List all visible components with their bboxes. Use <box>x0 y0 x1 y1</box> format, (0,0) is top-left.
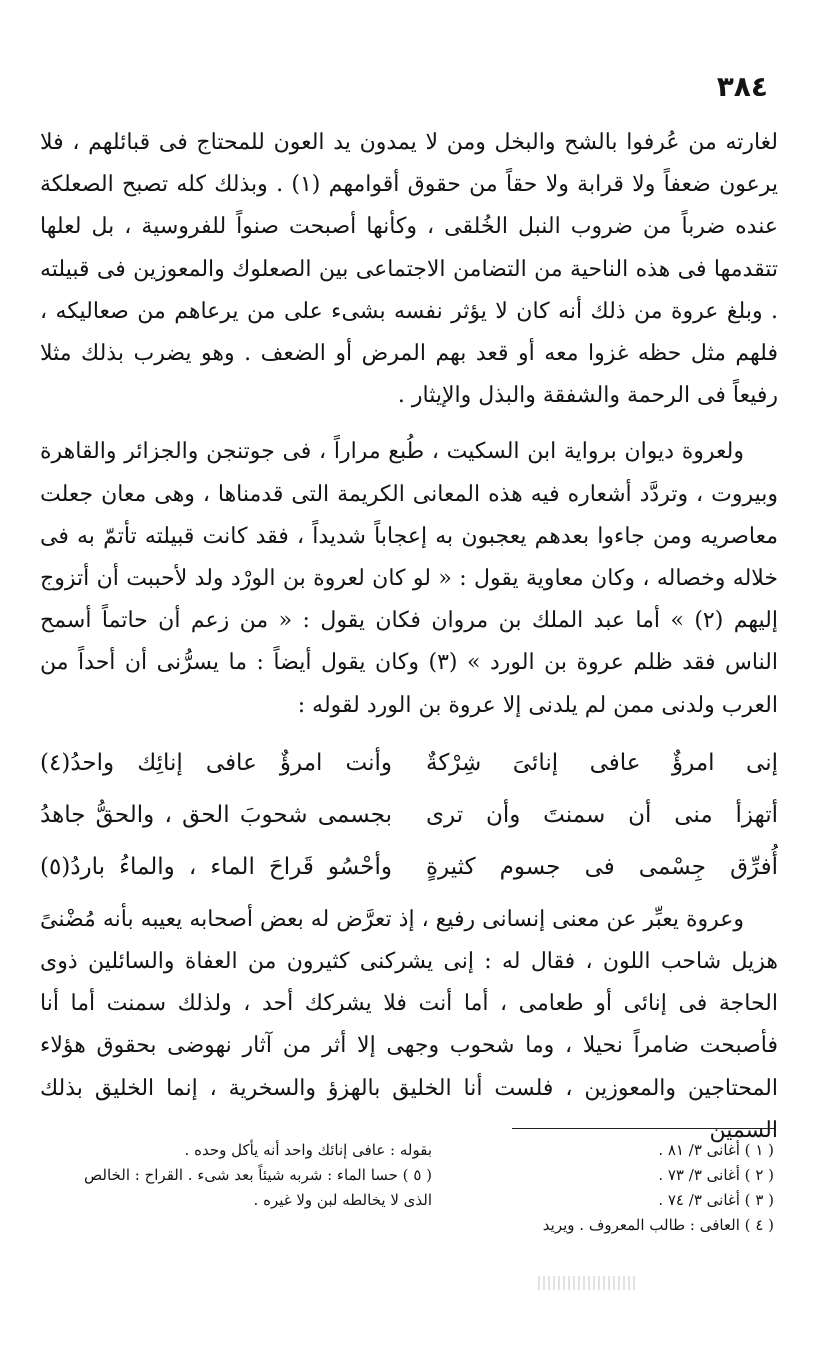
page-number: ٣٨٤ <box>716 70 768 103</box>
footnote-divider <box>512 1128 774 1129</box>
footnote-4-continued: بقوله : عافى إنائك واحد أنه يأكل وحده . <box>184 1141 432 1159</box>
verse-first-hemistich: إنى امرؤٌ عافى إنائىَ شِرْكةٌ <box>426 749 778 776</box>
footnote-1: ( ١ ) أغانى ٣/ ٨١ . <box>658 1141 774 1159</box>
verse-first-hemistich: أتهزأ منى أن سمنتَ وأن ترى <box>426 801 778 828</box>
footnotes-left-column <box>60 1138 432 1238</box>
paragraph-3: وعروة يعبِّر عن معنى إنسانى رفيع ، إذ تعرَّض له بعض أصحابه يعيبه بأنه مُضْنىً هزيل شاحب اللون ، فقال له : إنى يشركنى كثيرون من العفاة والسائلين ذوى الحاجة فى إنائى أو طعامى ، أما أنت فلا يشركك أحد ، ولذلك سمنت أما أنا فأصبحت ضامراً نحيلا ، وما شحوب وجهى إلا أثر من آثار نهوضى بحقوق هؤلاء المحتاجين والمعوزين ، فلست أنا الخليق بالهزؤ والسخرية ، إنما الخليق بذلك السمين <box>40 906 779 1143</box>
verse-second-hemistich: وأنت امرؤٌ عافى إنائِك واحدُ(٤) <box>40 749 392 776</box>
footnote-3: ( ٣ ) أغانى ٣/ ٧٤ . <box>658 1191 774 1209</box>
footnotes <box>60 1138 774 1238</box>
poem-verse-1 <box>40 737 778 789</box>
paragraph-2: ولعروة ديوان برواية ابن السكيت ، طُبع مراراً ، فى جوتنجن والجزائر والقاهرة وبيروت ، وتردَّد أشعاره فيه هذه المعانى الكريمة التى قدمناها ، وهى معان جعلت معاصريه ومن جاءوا بعدهم يعجبون به إعجاباً شديداً ، فقد كانت قبيلته تأتمّ به فى خلاله وخصاله ، وكان معاوية يقول : « لو كان لعروة بن الورْد ولد لأحببت أن أتزوج إليهم (٢) » أما عبد الملك بن مروان فكان يقول : « من زعم أن حاتماً أسمح الناس فقد ظلم عروة بن الورد » (٣) وكان يقول أيضاً : ما يسرُّنى أن أحداً من العرب ولدنى ممن لم يلدنى إلا عروة بن الورد لقوله : <box>40 439 778 718</box>
footnote-4: ( ٤ ) العافى : طالب المعروف . ويريد <box>542 1216 774 1234</box>
verse-second-hemistich: وأحْسُو قَراحَ الماء ، والماءُ باردُ(٥) <box>40 853 392 880</box>
footnotes-right-column <box>474 1138 774 1238</box>
scan-smudge <box>538 1276 638 1290</box>
poem <box>40 737 778 893</box>
verse-first-hemistich: أُفرِّق جِسْمى فى جسوم كثيرةٍ <box>426 853 778 880</box>
page-body <box>40 72 778 1152</box>
paragraph-1: لغارته من عُرفوا بالشح والبخل ومن لا يمدون يد العون للمحتاج فى قبائلهم ، فلا يرعون ضعفاً ولا قرابة ولا حقاً من حقوق أقوامهم (١) . وبذلك كله تصبح الصعلكة عنده ضرباً من ضروب النبل الخُلقى ، وكأنها أصبحت صنواً للفروسية ، بل لعلها تتقدمها فى هذه الناحية من التضامن الاجتماعى بين الصعلوك والمعوزين فى قبيلته . وبلغ عروة من ذلك أنه كان لا يؤثر نفسه بشىء على من يرعاهم من صعاليكه ، فلهم مثل حظه غزوا معه أو قعد بهم المرض أو الضعف . وهو يضرب بذلك مثلا رفيعاً فى الرحمة والشفقة والبذل والإيثار . <box>40 130 778 409</box>
poem-verse-2 <box>40 789 778 841</box>
footnote-5: ( ٥ ) حسا الماء : شربه شيئاً بعد شىء . القراح : الخالص الذى لا يخالطه لبن ولا غيره . <box>84 1166 432 1209</box>
poem-verse-3 <box>40 841 778 893</box>
footnote-2: ( ٢ ) أغانى ٣/ ٧٣ . <box>658 1166 774 1184</box>
verse-second-hemistich: بجسمى شحوبَ الحق ، والحقُّ جاهدُ <box>40 801 392 828</box>
